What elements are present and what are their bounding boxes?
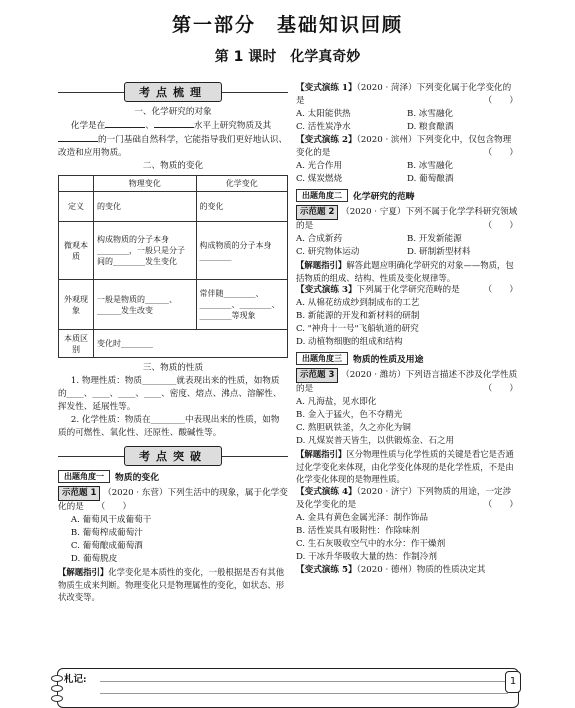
list-item: A. 光合作用 — [296, 161, 343, 171]
table-header-chemical: 化学变化 — [196, 176, 287, 192]
angle-2-title: 化学研究的范畴 — [353, 192, 415, 202]
table-cell: 的变化 — [94, 192, 197, 222]
row-label-appearance: 外观现象 — [59, 280, 94, 330]
banner-review — [58, 82, 288, 102]
list-item: D. 研制新型材料 — [407, 247, 471, 257]
list-item: D. 粮食酿酒 — [407, 122, 454, 132]
table-cell: 常伴随________、________、________、________等现象 — [196, 280, 287, 330]
example-1-tag: 示范题 1 — [58, 486, 100, 501]
list-item: B. 金入于猛火，色不夺精光 — [296, 410, 403, 420]
example-3-tag: 示范题 3 — [296, 368, 338, 383]
banner-breakthrough-label: 考点突破 — [124, 446, 222, 466]
list-item: A. 太阳能供热 — [296, 109, 351, 119]
banner-breakthrough — [58, 446, 288, 466]
variant-5-question: 【变式演练 5】（2020 · 德州）物质的性质决定其 — [296, 564, 486, 575]
notes-line — [100, 693, 508, 694]
table-cell: 变化时________ — [94, 330, 288, 358]
list-item: C. 煤炭燃烧 — [296, 174, 343, 184]
notes-box — [57, 668, 519, 708]
angle-3-tag: 出题角度三 — [296, 352, 348, 365]
section-heading-3: 三、物质的性质 — [142, 363, 204, 373]
notes-label: 札记: — [64, 674, 87, 685]
row-label-difference: 本质区别 — [59, 330, 94, 358]
row-label-micro: 微观本质 — [59, 222, 94, 280]
hint-1: 【解题指引】化学变化是本质性的变化，一般根据是否有其他物质生成来判断。物理变化只是物理属性的变化，如状态、形状改变等。 — [58, 567, 285, 602]
right-column — [296, 82, 518, 577]
binder-ring-icon — [51, 675, 63, 682]
table-cell: 构成物质的分子本身________ — [196, 222, 287, 280]
hint-3: 【解题指引】区分物理性质与化学性质的关键是看它是否通过化学变化来体现，由化学变化体现的是化学性质，不是由化学变化体现的是物理性质。 — [296, 449, 514, 484]
table-cell: 一般是物质的______、______发生改变 — [94, 280, 197, 330]
list-item: D. 干冰升华吸收大量的热：作制冷剂 — [296, 551, 437, 562]
list-item: A. 从棉花纺成纱到制成布的工艺 — [296, 298, 420, 308]
list-item: C. 熬胆矾铁釜，久之亦化为铜 — [296, 423, 411, 433]
list-item: D. 凡煤炭普天皆生，以供锻炼金、石之用 — [296, 436, 455, 446]
angle-3-header — [296, 352, 518, 365]
example-3-question: 示范题 3 （2020 · 潍坊）下列语言描述不涉及化学性质的是 （ ） — [296, 370, 518, 394]
angle-3-title: 物质的性质及用途 — [353, 355, 424, 365]
list-item: C. "神舟十一号"飞船轨道的研究 — [296, 324, 419, 334]
binder-ring-icon — [51, 685, 63, 692]
chemical-property-text: 2. 化学性质：物质在________中表现出来的性质，如物质的可燃性、氧化性、还原性、酸碱性等。 — [58, 415, 280, 438]
example-2-options — [296, 233, 518, 259]
section-heading-1: 一、化学研究的对象 — [134, 107, 212, 117]
angle-1-tag: 出题角度一 — [58, 470, 110, 483]
example-2-question: 示范题 2 （2020 · 宁夏）下列不属于化学学科研究领域的是 （ ） — [296, 207, 518, 231]
list-item: B. 葡萄榨成葡萄汁 — [70, 528, 143, 538]
variant-2-question: 【变式演练 2】（2020 · 滨州）下列变化中，仅包含物理变化的是 （ ） — [296, 135, 518, 158]
list-item: C. 活性炭净水 — [296, 122, 351, 132]
list-item: B. 开发新能源 — [407, 234, 462, 244]
page-number: 1 — [505, 671, 521, 693]
hint-2: 【解题指引】解答此题应明确化学研究的对象——物质，包括物质的组成、结构、性质及变化规律等。 — [296, 260, 514, 283]
list-item: B. 冰雪融化 — [407, 109, 454, 119]
binder-ring-icon — [51, 695, 63, 702]
list-item: A. 凡海盐，见水即化 — [296, 397, 377, 407]
list-item: A. 合成新药 — [296, 234, 343, 244]
physical-property-text: 1. 物理性质：物质________就表现出来的性质，如物质的____、____、____、____、密度、熔点、沸点、溶解性、挥发性、延展性等。 — [58, 376, 282, 412]
section-1-text: 化学是在 、 水平上研究物质及其的一门基础自然科学，它能指导我们更好地认识、改造和应用物质。 — [58, 121, 288, 158]
page-title: 第一部分 基础知识回顾 — [171, 14, 403, 36]
list-item: B. 新能源的开发和新材料的研制 — [296, 311, 420, 321]
variant-1-options — [296, 108, 518, 134]
table-header-physical: 物理变化 — [94, 176, 197, 192]
variant-1-question: 【变式演练 1】（2020 · 菏泽）下列变化属于化学变化的是 （ ） — [296, 83, 518, 106]
left-column — [58, 82, 288, 604]
list-item: D. 葡萄脱皮 — [70, 554, 118, 564]
variant-3-question: 【变式演练 3】下列属于化学研究范畴的是 （ ） — [296, 285, 518, 295]
list-item: A. 金具有黄色金属光泽：制作饰品 — [296, 512, 428, 523]
angle-1-title: 物质的变化 — [115, 473, 159, 483]
list-item: D. 葡萄酿酒 — [407, 174, 454, 184]
angle-2-header — [296, 189, 518, 202]
table-cell: 构成物质的分子本身________，一般只是分子间的________发生变化 — [94, 222, 197, 280]
variant-4-question: 【变式演练 4】（2020 · 济宁）下列物质的用途，一定涉及化学变化的是 （ ） — [296, 486, 518, 510]
list-item: C. 生石灰吸收空气中的水分：作干燥剂 — [296, 538, 446, 549]
lesson-title: 第 1 课时 化学真奇妙 — [214, 49, 361, 65]
example-2-tag: 示范题 2 — [296, 205, 338, 220]
example-1-question: 示范题 1 （2020 · 东营）下列生活中的现象，属于化学变化的是 （ ） — [58, 488, 288, 512]
angle-1-header — [58, 470, 288, 483]
list-item: C. 葡萄酿成葡萄酒 — [70, 541, 143, 551]
table-cell: 的变化 — [196, 192, 287, 222]
angle-2-tag: 出题角度二 — [296, 189, 348, 202]
list-item: B. 活性炭具有吸附性：作除味剂 — [296, 525, 420, 536]
notes-line — [100, 681, 508, 682]
banner-review-label: 考点梳理 — [124, 82, 222, 102]
variant-2-options — [296, 160, 518, 186]
change-comparison-table — [58, 175, 288, 358]
list-item: B. 冰雪融化 — [407, 161, 454, 171]
list-item: D. 动植物细胞的组成和结构 — [296, 337, 403, 347]
list-item: A. 葡萄风干成葡萄干 — [70, 515, 152, 525]
row-label-definition: 定义 — [59, 192, 94, 222]
list-item: C. 研究物体运动 — [296, 247, 360, 257]
section-heading-2: 二、物质的变化 — [142, 161, 204, 171]
